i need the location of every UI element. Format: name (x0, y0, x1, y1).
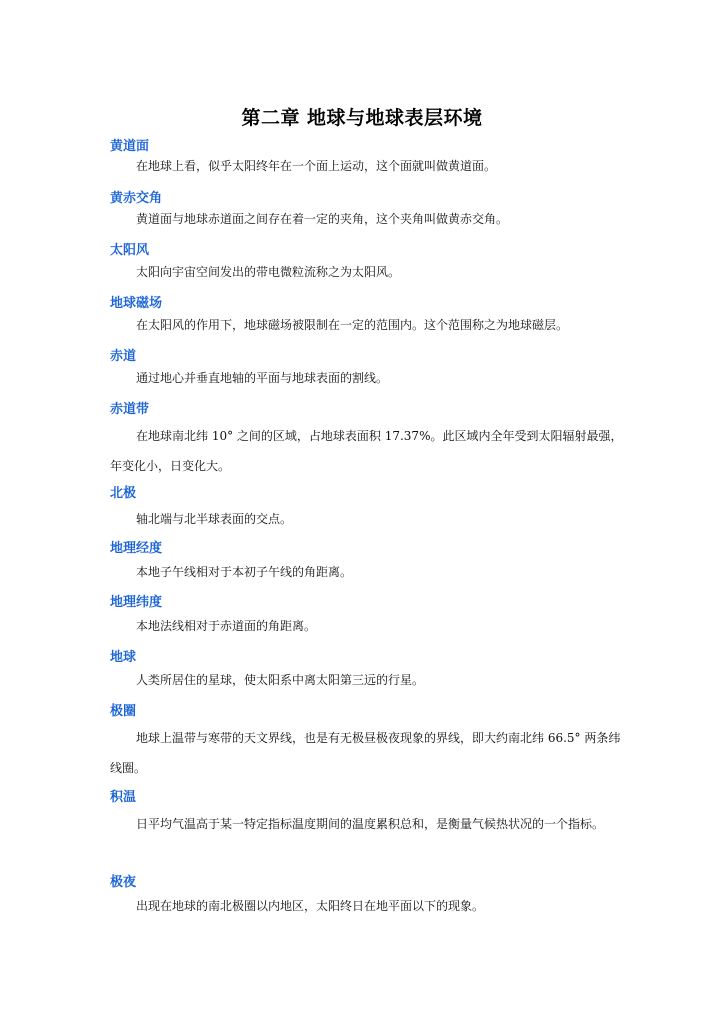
term-definition: 人类所居住的星球，使太阳系中离太阳第三远的行星。 (136, 673, 425, 687)
term-heading: 地球 (110, 650, 137, 665)
chapter-title: 第二章 地球与地球表层环境 (241, 107, 483, 129)
term-definition: 在地球南北纬 10° 之间的区域，占地球表面积 17.37%。此区域内全年受到太阳辐射最强，年变化小，日变化大。 (110, 429, 623, 473)
term-definition: 太阳向宇宙空间发出的带电微粒流称之为太阳风。 (136, 265, 401, 279)
term-definition: 地球上温带与寒带的天文界线，也是有无极昼极夜现象的界线，即大约南北纬 66.5° 两条纬线圈。 (110, 731, 621, 775)
term-heading: 极夜 (110, 875, 137, 890)
term-definition: 本地法线相对于赤道面的角距离。 (136, 619, 317, 633)
term-definition: 在地球上看，似乎太阳终年在一个面上运动，这个面就叫做黄道面。 (136, 159, 497, 173)
term-heading: 赤道 (110, 349, 137, 364)
term-definition: 通过地心并垂直地轴的平面与地球表面的割线。 (136, 371, 389, 385)
term-definition: 在太阳风的作用下，地球磁场被限制在一定的范围内。这个范围称之为地球磁层。 (136, 318, 569, 332)
term-heading: 极圈 (110, 704, 137, 719)
term-definition: 轴北端与北半球表面的交点。 (136, 512, 293, 526)
term-heading: 赤道带 (110, 402, 150, 417)
term-heading: 太阳风 (110, 243, 150, 258)
term-heading: 地球磁场 (110, 296, 163, 311)
term-heading: 北极 (110, 486, 137, 501)
term-definition: 黄道面与地球赤道面之间存在着一定的夹角，这个夹角叫做黄赤交角。 (136, 212, 509, 226)
term-heading: 地理经度 (110, 541, 163, 556)
term-heading: 地理纬度 (110, 595, 163, 610)
term-definition: 出现在地球的南北极圈以内地区，太阳终日在地平面以下的现象。 (136, 899, 485, 913)
term-heading: 黄道面 (110, 139, 150, 154)
term-heading: 黄赤交角 (110, 191, 163, 206)
term-definition: 本地子午线相对于本初子午线的角距离。 (136, 565, 353, 579)
term-heading: 积温 (110, 790, 137, 805)
term-definition: 日平均气温高于某一特定指标温度期间的温度累积总和，是衡量气候热状况的一个指标。 (136, 817, 605, 831)
